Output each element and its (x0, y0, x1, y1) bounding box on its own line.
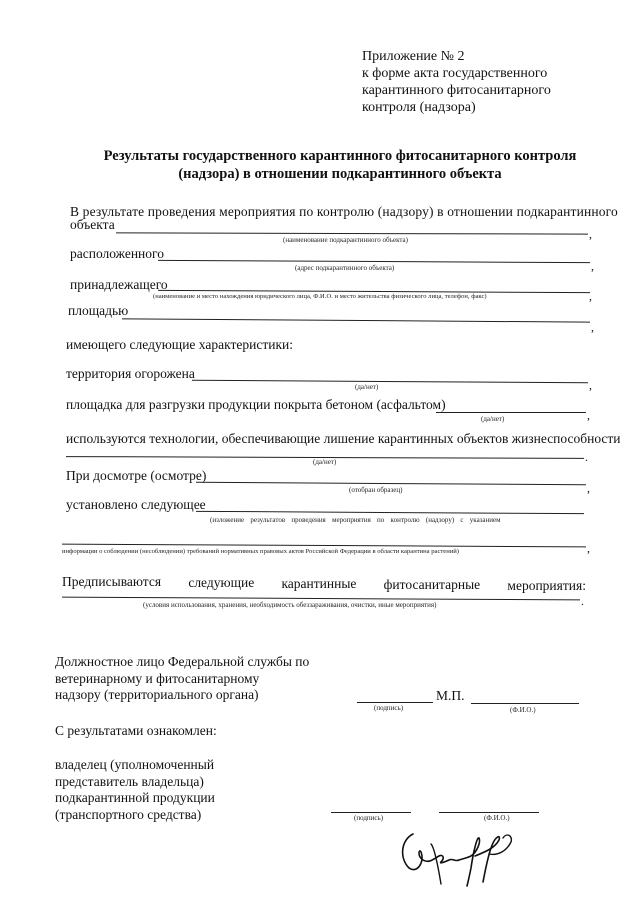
object-label: объекта (70, 217, 115, 232)
prescribed-field[interactable] (62, 597, 580, 601)
fenced-field[interactable] (192, 380, 588, 383)
appendix-line: Приложение № 2 (362, 49, 465, 64)
official-line: ветеринарному и фитосанитарному (55, 670, 260, 686)
official-line: Должностное лицо Федеральной службы по (55, 654, 310, 669)
established-label: установлено следующее (66, 497, 206, 512)
owner-line: представитель владельца) (55, 773, 204, 789)
prescribed-word: фитосанитарные (383, 577, 481, 592)
title-line: (надзора) в отношении подкарантинного объекта (178, 166, 502, 182)
owner-name-field[interactable] (439, 812, 539, 813)
prescribed-word: следующие (188, 575, 255, 590)
technologies-caption: (да/нет) (313, 458, 337, 466)
handwritten-signature (395, 828, 525, 892)
owner-line: владелец (уполномоченный (55, 757, 215, 772)
prescribed-word: Предписываются (62, 574, 162, 589)
established-caption-2: информации о соблюдении (несоблюдении) требований нормативных правовых актов Российской Федерации в области карантина растений) (62, 548, 459, 555)
official-line: надзору (территориального органа) (55, 687, 259, 702)
owner-line: (транспортного средства) (55, 806, 202, 822)
document-title (60, 147, 620, 183)
area-field[interactable] (122, 318, 590, 322)
intro-text: В результате проведения мероприятия по контролю (надзору) в отношении подкарантинного (70, 204, 618, 219)
established-field[interactable] (196, 511, 584, 514)
prescribed-word: мероприятия: (507, 578, 586, 593)
platform-caption: (да/нет) (481, 415, 505, 423)
prescribed-caption: (условия использования, хранения, необходимость обеззараживания, очистки, иные мероприятия) (143, 601, 437, 609)
official-name-field[interactable] (471, 703, 579, 704)
fenced-caption: (да/нет) (355, 383, 379, 391)
platform-field[interactable] (436, 412, 586, 413)
owner-label: принадлежащего (70, 277, 168, 292)
owner-signature-field[interactable] (331, 812, 411, 813)
platform-label: площадка для разгрузки продукции покрыта бетоном (асфальтом) (66, 397, 446, 412)
title-line: Результаты государственного карантинного фитосанитарного контроля (103, 148, 577, 164)
owner-name-caption: (Ф.И.О.) (484, 814, 510, 822)
established-caption-1: (изложение результатов проведения мероприятия по контролю (надзору) с указанием (210, 516, 501, 524)
owner-caption: (наименование и место нахождения юридического лица, Ф.И.О. и место жительства физического лица, телефон, факс) (153, 293, 487, 300)
established-field-2[interactable] (62, 544, 586, 548)
official-block (55, 654, 309, 704)
inspection-label: При досмотре (осмотре) (66, 468, 207, 483)
object-field[interactable] (116, 232, 588, 234)
inspection-field[interactable] (196, 482, 586, 485)
inspection-caption: (отобран образец) (349, 486, 403, 494)
address-caption: (адрес подкарантинного объекта) (295, 264, 395, 272)
appendix-line: к форме акта государственного (362, 66, 548, 81)
appendix-line: контроля (надзора) (362, 100, 476, 115)
owner-signature-caption: (подпись) (354, 814, 384, 822)
appendix-header (362, 48, 551, 116)
owner-block (55, 757, 215, 823)
seal-label: М.П. (436, 688, 465, 703)
area-label: площадью (68, 303, 129, 318)
owner-line: подкарантинной продукции (55, 790, 215, 805)
appendix-line: карантинного фитосанитарного (362, 83, 551, 98)
fenced-label: территория огорожена (66, 366, 195, 381)
official-name-caption: (Ф.И.О.) (510, 706, 536, 714)
characteristics-label: имеющего следующие характеристики: (66, 337, 293, 352)
official-signature-field[interactable] (357, 702, 433, 703)
located-label: расположенного (70, 246, 164, 261)
prescribed-word: карантинные (281, 576, 357, 591)
object-caption: (наименование подкарантинного объекта) (283, 236, 408, 244)
prescribed-label (62, 574, 586, 594)
acquainted-heading: С результатами ознакомлен: (55, 723, 217, 738)
address-field[interactable] (158, 260, 590, 263)
official-signature-caption: (подпись) (374, 704, 404, 712)
technologies-label: используются технологии, обеспечивающие лишение карантинных объектов жизнеспособности (66, 431, 621, 446)
